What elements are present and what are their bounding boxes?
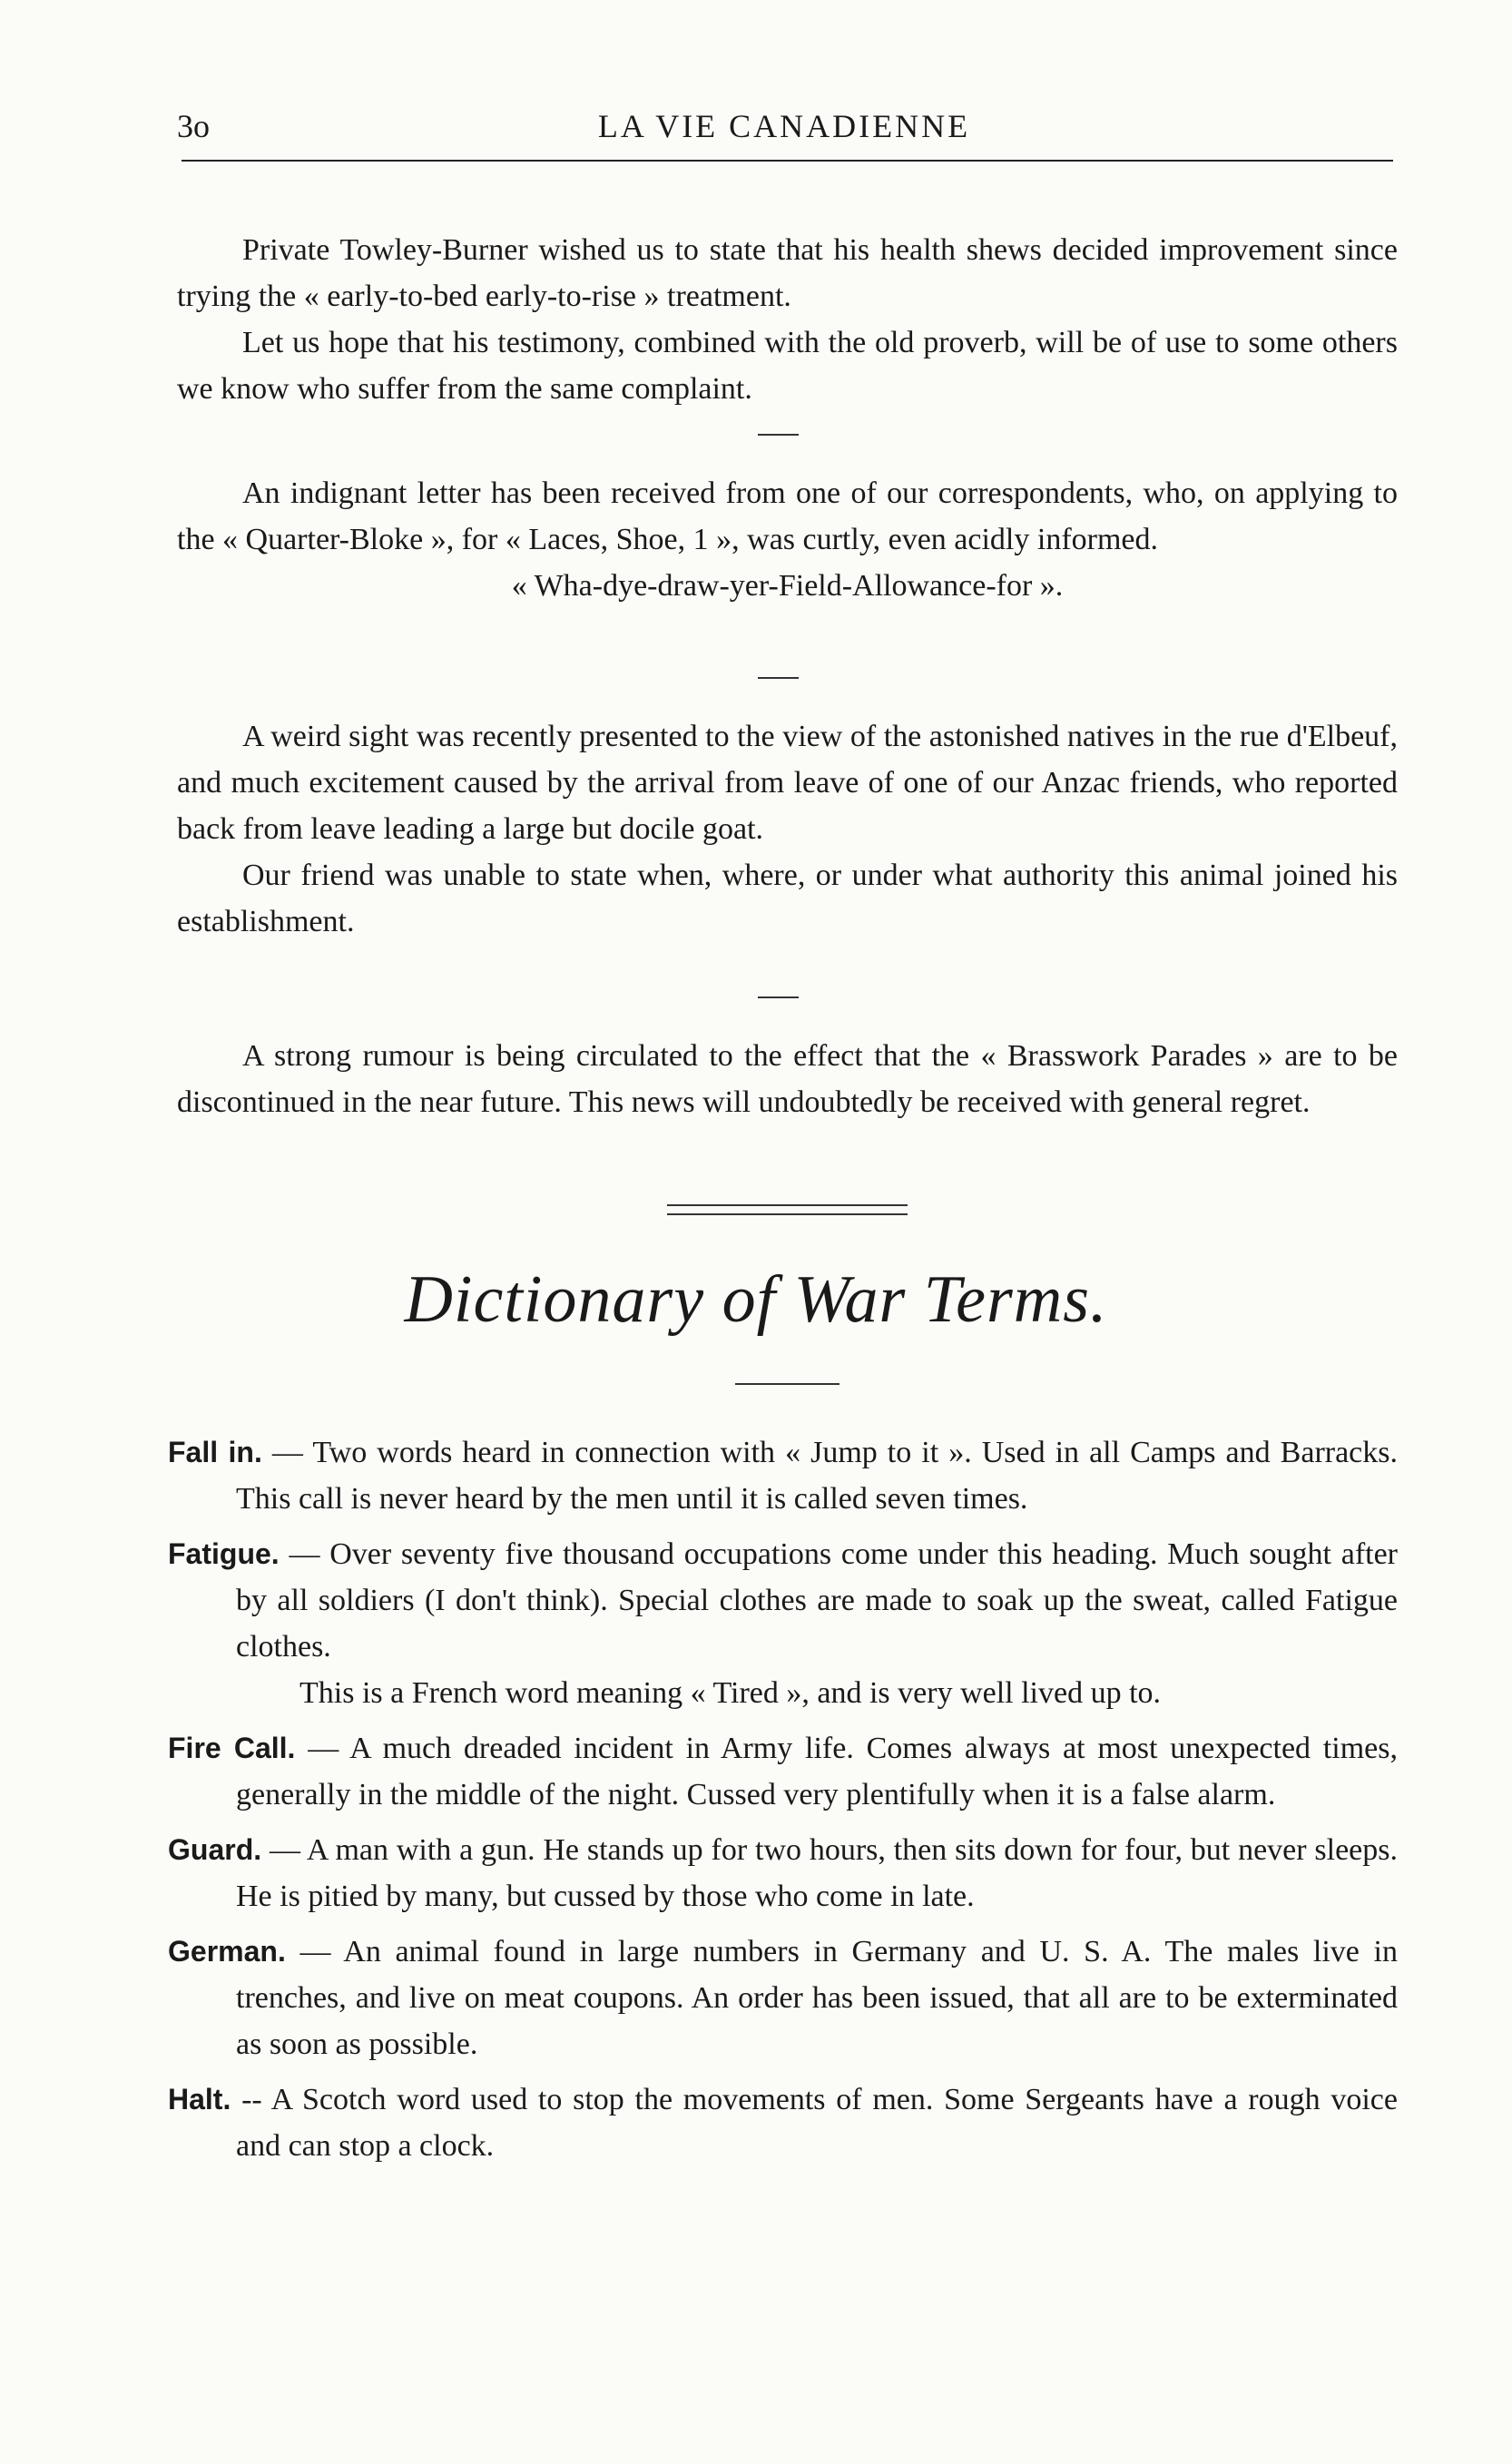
dictionary-entry bbox=[168, 1531, 1398, 1716]
note-health bbox=[177, 227, 1398, 412]
note-anzac-goat bbox=[177, 713, 1398, 945]
dictionary-entry bbox=[168, 1725, 1398, 1818]
journal-title: LA VIE CANADIENNE bbox=[597, 108, 971, 144]
section-title: Dictionary of War Terms. bbox=[404, 1262, 1108, 1337]
separator-dash bbox=[758, 434, 799, 436]
quote-line: « Wha-dye-draw-yer-Field-Allowance-for ». bbox=[511, 569, 1064, 603]
entry-definition: — An animal found in large numbers in Germany and U. S. A. The males live in trenches, and live on meat coupons. An order has been issued, that all are to be exterminated as soon as possible. bbox=[236, 1935, 1398, 2061]
entry-term: Fall in. bbox=[168, 1436, 262, 1468]
note-brasswork bbox=[177, 1033, 1398, 1125]
paragraph: A strong rumour is being circulated to the effect that the « Brasswork Parades » are to be discontinued in the near future. This news will undoubtedly be received with general regret. bbox=[177, 1039, 1398, 1119]
entry-term: Fatigue. bbox=[168, 1537, 280, 1570]
note-quarter-bloke bbox=[177, 470, 1398, 609]
paragraph: Private Towley-Burner wished us to state that his health shews decided improvement since trying the « early-to-bed early-to-rise » treatment. bbox=[177, 233, 1398, 313]
entry-term: Guard. bbox=[168, 1833, 262, 1866]
separator-dash bbox=[758, 996, 799, 998]
entry-term: Fire Call. bbox=[168, 1732, 296, 1764]
section-double-rule bbox=[667, 1204, 908, 1215]
entry-definition: -- A Scotch word used to stop the movements of men. Some Sergeants have a rough voice and can stop a clock. bbox=[236, 2083, 1398, 2163]
separator-dash bbox=[758, 677, 799, 679]
running-head bbox=[177, 107, 1391, 162]
entry-definition: — A much dreaded incident in Army life. Comes always at most unexpected times, generally in the middle of the night. Cussed very plentifully when it is a false alarm. bbox=[236, 1732, 1398, 1811]
entry-extra: This is a French word meaning « Tired », and is very well lived up to. bbox=[299, 1676, 1162, 1710]
dictionary-entry bbox=[168, 1429, 1398, 1522]
paragraph: An indignant letter has been received from one of our correspondents, who, on applying to the « Quarter-Bloke », for « Laces, Shoe, 1 », was curtly, even acidly informed. bbox=[177, 476, 1398, 556]
entry-term: Halt. bbox=[168, 2083, 231, 2116]
entry-definition: — A man with a gun. He stands up for two hours, then sits down for four, but never sleeps. He is pitied by many, but cussed by those who come in late. bbox=[236, 1833, 1399, 1913]
dictionary-entry bbox=[168, 1929, 1398, 2067]
title-underline bbox=[735, 1383, 839, 1385]
dictionary-entry bbox=[168, 1827, 1398, 1919]
page-number: 3o bbox=[177, 108, 210, 144]
paragraph: Our friend was unable to state when, where, or under what authority this animal joined his establishment. bbox=[177, 859, 1398, 938]
paragraph: A weird sight was recently presented to the view of the astonished natives in the rue d'Elbeuf, and much excitement caused by the arrival from leave of one of our Anzac friends, who reported back from leave leading a large but docile goat. bbox=[177, 720, 1398, 846]
header-rule bbox=[182, 160, 1393, 162]
paragraph: Let us hope that his testimony, combined with the old proverb, will be of use to some others we know who suffer from the same complaint. bbox=[177, 326, 1398, 406]
entry-definition: — Over seventy five thousand occupations come under this heading. Much sought after by all soldiers (I don't think). Special clothes are made to soak up the sweat, called Fatigue clothes. bbox=[236, 1537, 1398, 1664]
dictionary-entry bbox=[168, 2076, 1398, 2169]
entry-term: German. bbox=[168, 1935, 286, 1968]
entry-definition: — Two words heard in connection with « Jump to it ». Used in all Camps and Barracks. This call is never heard by the men until it is called seven times. bbox=[236, 1436, 1399, 1516]
dictionary-entries bbox=[168, 1429, 1398, 2178]
